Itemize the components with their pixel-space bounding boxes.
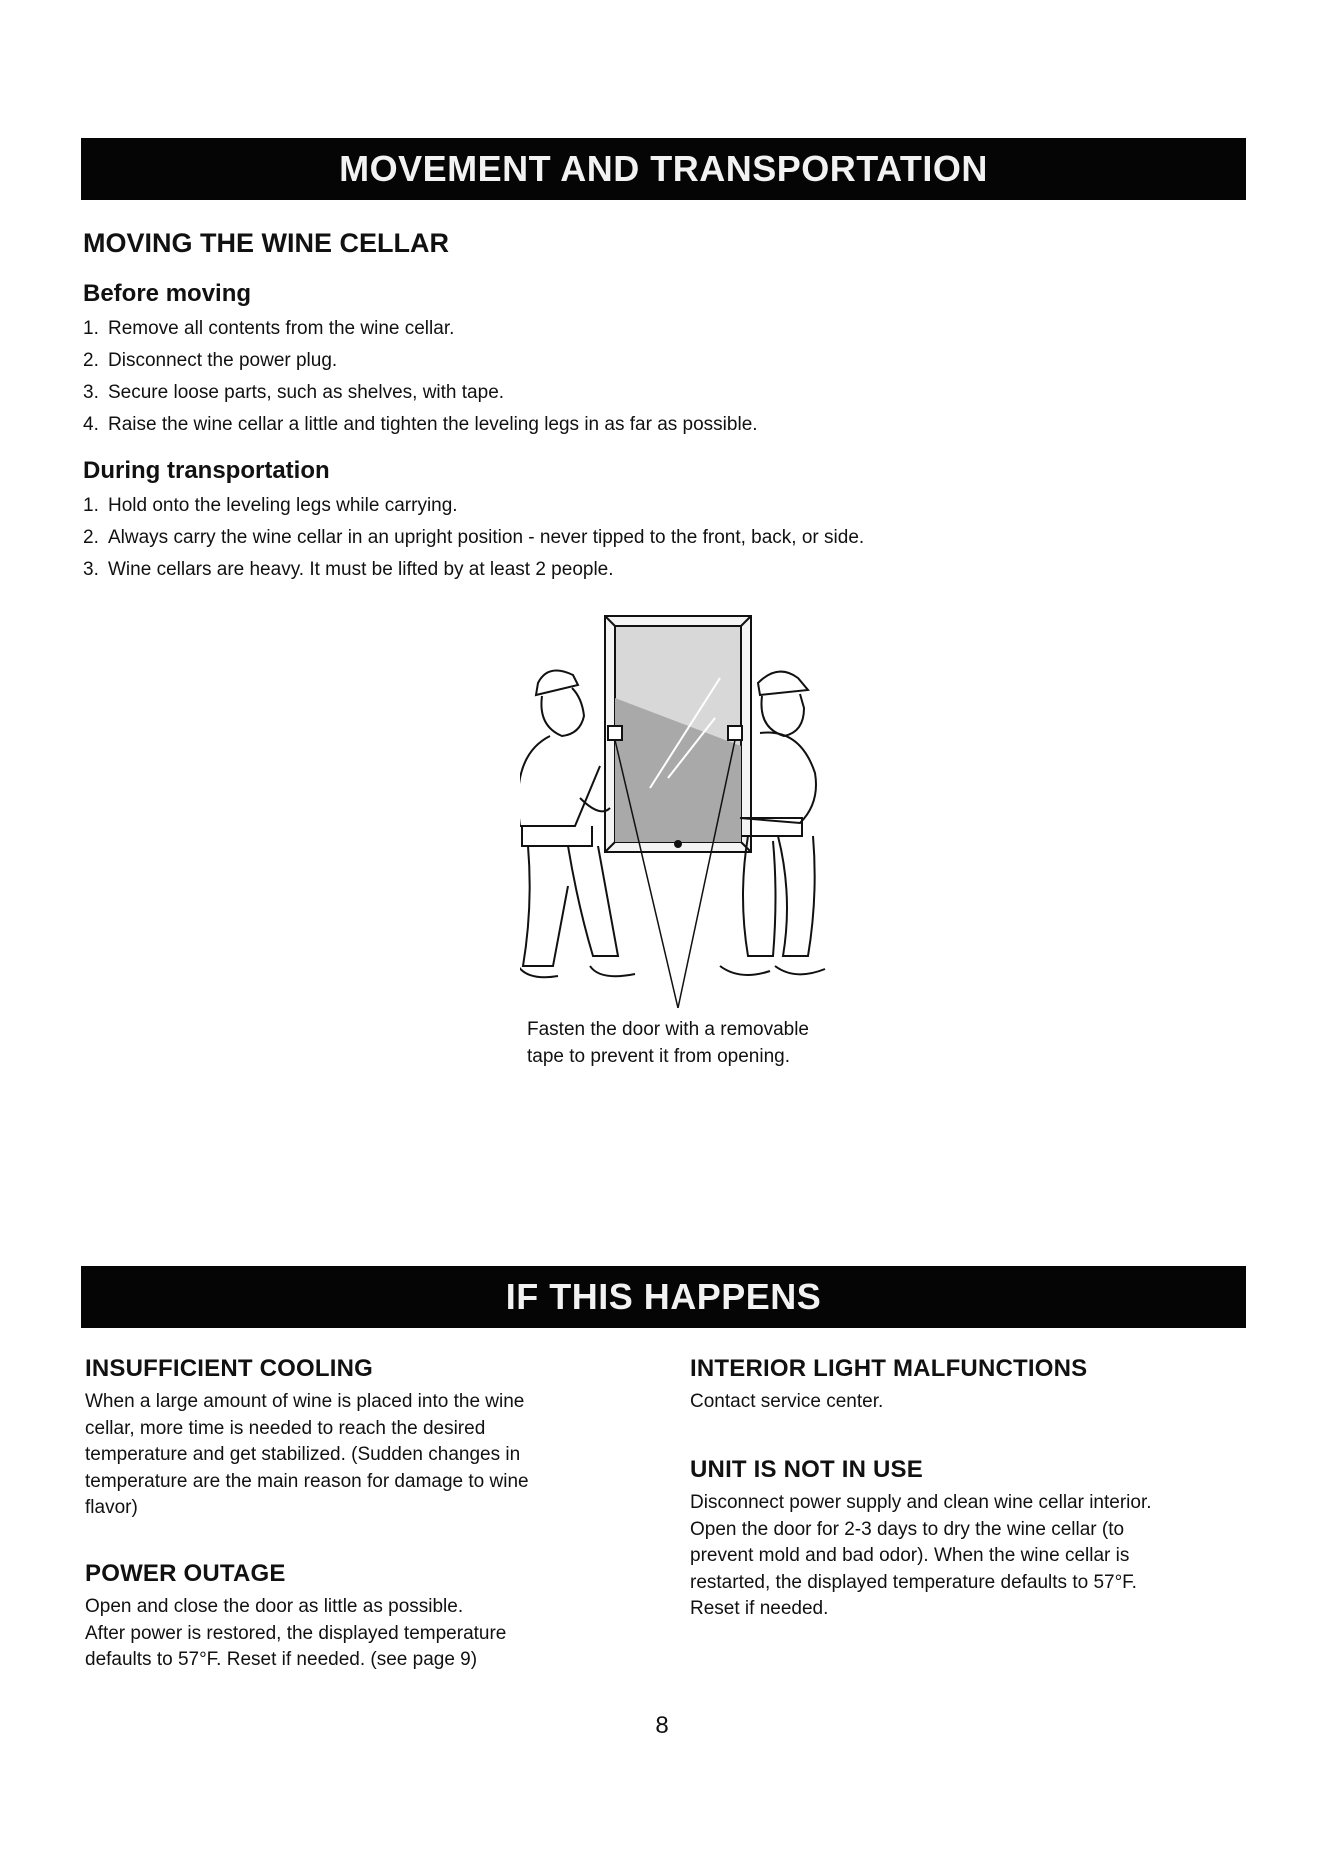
page-number: 8 <box>655 1712 669 1739</box>
caption-line-2: tape to prevent it from opening. <box>527 1046 790 1067</box>
body-line: Reset if needed. <box>690 1598 829 1619</box>
list-item <box>83 490 864 522</box>
figure-caption <box>527 1016 887 1070</box>
section-body <box>690 1389 1250 1416</box>
step-text: Secure loose parts, such as shelves, with tape. <box>108 382 505 403</box>
body-line: After power is restored, the displayed temperature <box>85 1622 507 1644</box>
list-item <box>83 554 864 586</box>
before-moving-steps <box>83 313 758 441</box>
step-number: 2. <box>83 527 99 548</box>
step-number: 1. <box>83 318 99 339</box>
body-line: temperature and get stabilized. (Sudden changes in <box>85 1444 521 1465</box>
movement-banner: MOVEMENT AND TRANSPORTATION <box>81 138 1246 200</box>
step-text: Hold onto the leveling legs while carrying. <box>108 495 458 516</box>
carrying-illustration <box>520 608 840 1008</box>
section-title-moving: MOVING THE WINE CELLAR <box>83 228 449 258</box>
body-line: cellar, more time is needed to reach the desired <box>85 1417 486 1439</box>
during-transportation-steps <box>83 490 864 586</box>
section-title: POWER OUTAGE <box>85 1560 286 1587</box>
list-item <box>83 522 864 554</box>
section-body <box>85 1594 605 1674</box>
section-body <box>690 1490 1250 1623</box>
list-item <box>83 409 758 441</box>
body-line: When a large amount of wine is placed into the wine <box>85 1391 525 1412</box>
body-line: prevent mold and bad odor). When the wine cellar is <box>690 1545 1130 1566</box>
step-text: Disconnect the power plug. <box>108 350 338 371</box>
step-text: Wine cellars are heavy. It must be lifted by at least 2 people. <box>108 559 614 580</box>
list-item <box>83 345 758 377</box>
body-line: Disconnect power supply and clean wine cellar interior. <box>690 1492 1152 1513</box>
section-title: INTERIOR LIGHT MALFUNCTIONS <box>690 1355 1088 1382</box>
step-text: Remove all contents from the wine cellar. <box>108 318 455 339</box>
body-line: restarted, the displayed temperature defaults to 57°F. <box>690 1571 1137 1593</box>
step-number: 1. <box>83 495 99 516</box>
tape-left <box>608 726 622 740</box>
section-insufficient-cooling <box>85 1355 605 1522</box>
heading-during-transportation: During transportation <box>83 457 330 484</box>
step-number: 2. <box>83 350 99 371</box>
section-body <box>85 1389 605 1522</box>
section-interior-light <box>690 1355 1250 1416</box>
body-line: Contact service center. <box>690 1391 884 1412</box>
body-line: flavor) <box>85 1497 138 1518</box>
heading-before-moving: Before moving <box>83 280 252 307</box>
step-number: 3. <box>83 382 99 403</box>
if-this-happens-banner: IF THIS HAPPENS <box>81 1266 1246 1328</box>
section-power-outage <box>85 1560 605 1674</box>
step-number: 3. <box>83 559 99 580</box>
section-unit-not-in-use <box>690 1456 1250 1623</box>
list-item <box>83 313 758 345</box>
body-line: Open the door for 2-3 days to dry the wine cellar (to <box>690 1518 1125 1540</box>
tape-right <box>728 726 742 740</box>
section-title: INSUFFICIENT COOLING <box>85 1355 373 1382</box>
body-line: temperature are the main reason for damage to wine <box>85 1470 529 1492</box>
step-number: 4. <box>83 414 99 435</box>
caption-line-1: Fasten the door with a removable <box>527 1019 809 1040</box>
body-line: Open and close the door as little as possible. <box>85 1596 464 1617</box>
list-item <box>83 377 758 409</box>
section-title: UNIT IS NOT IN USE <box>690 1456 923 1483</box>
body-line: defaults to 57°F. Reset if needed. (see page 9) <box>85 1649 478 1670</box>
step-text: Always carry the wine cellar in an upright position - never tipped to the front, back, or side. <box>108 527 865 548</box>
step-text: Raise the wine cellar a little and tighten the leveling legs in as far as possible. <box>108 414 758 435</box>
